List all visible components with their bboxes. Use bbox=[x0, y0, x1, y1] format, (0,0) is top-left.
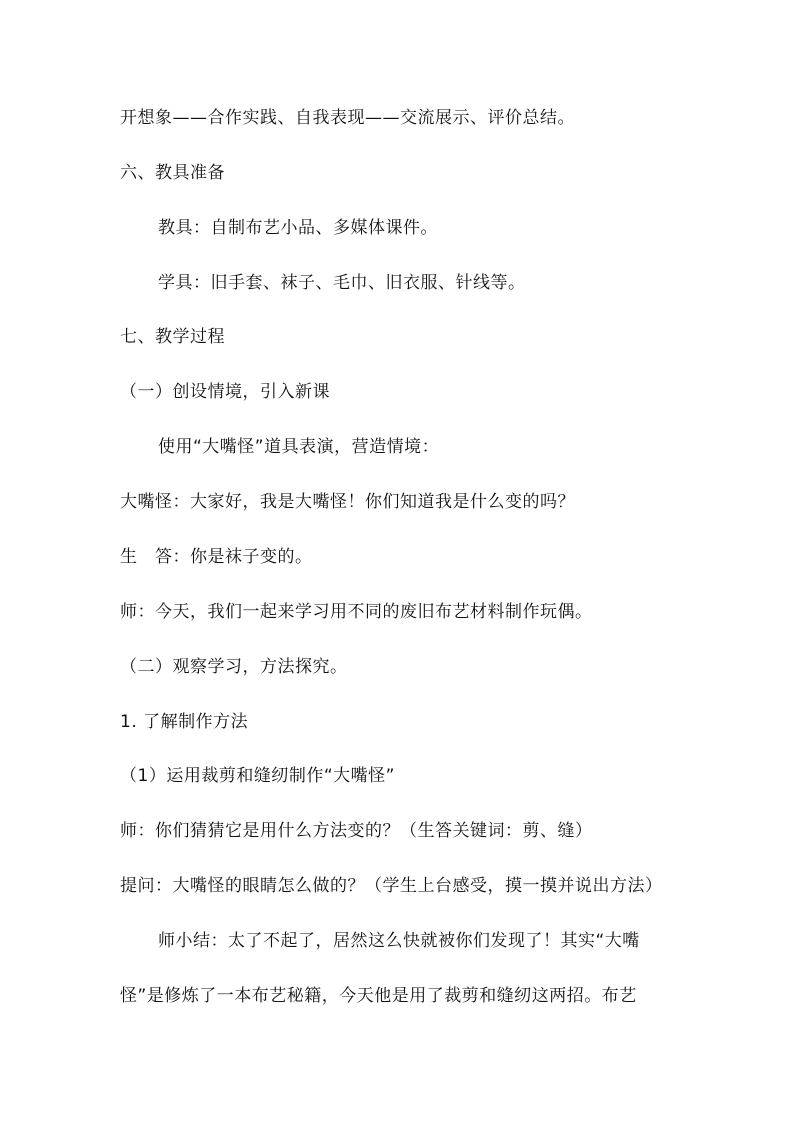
text-line: 怪”是修炼了一本布艺秘籍，今天他是用了裁剪和缝纫这两招。布艺 bbox=[120, 986, 637, 1006]
dialogue-line: 生 答：你是袜子变的。 bbox=[120, 547, 313, 567]
subsection-heading: （一）创设情境，引入新课 bbox=[120, 382, 330, 402]
dialogue-line: 师：今天，我们一起来学习用不同的废旧布艺材料制作玩偶。 bbox=[120, 602, 593, 622]
numbered-heading: 1. 了解制作方法 bbox=[120, 712, 249, 732]
dialogue-line: 师：你们猜猜它是用什么方法变的？（生答关键词：剪、缝） bbox=[120, 821, 593, 841]
subsection-heading: （二）观察学习，方法探究。 bbox=[120, 657, 348, 677]
dialogue-line: 大嘴怪：大家好，我是大嘴怪！你们知道我是什么变的吗？ bbox=[120, 492, 575, 512]
text-line: 师小结：太了不起了，居然这么快就被你们发现了！其实“大嘴 bbox=[158, 931, 640, 951]
text-line: 学具：旧手套、袜子、毛巾、旧衣服、针线等。 bbox=[158, 273, 526, 293]
section-heading: 六、教具准备 bbox=[120, 163, 225, 183]
text-line: 使用“大嘴怪”道具表演，营造情境： bbox=[158, 437, 440, 457]
text-line: 开想象——合作实践、自我表现——交流展示、评价总结。 bbox=[120, 108, 575, 128]
dialogue-line: 提问：大嘴怪的眼睛怎么做的？（学生上台感受，摸一摸并说出方法） bbox=[120, 876, 663, 896]
text-line: 教具：自制布艺小品、多媒体课件。 bbox=[158, 218, 438, 238]
numbered-subheading: （1）运用裁剪和缝纫制作“大嘴怪” bbox=[120, 766, 395, 786]
section-heading: 七、教学过程 bbox=[120, 327, 225, 347]
